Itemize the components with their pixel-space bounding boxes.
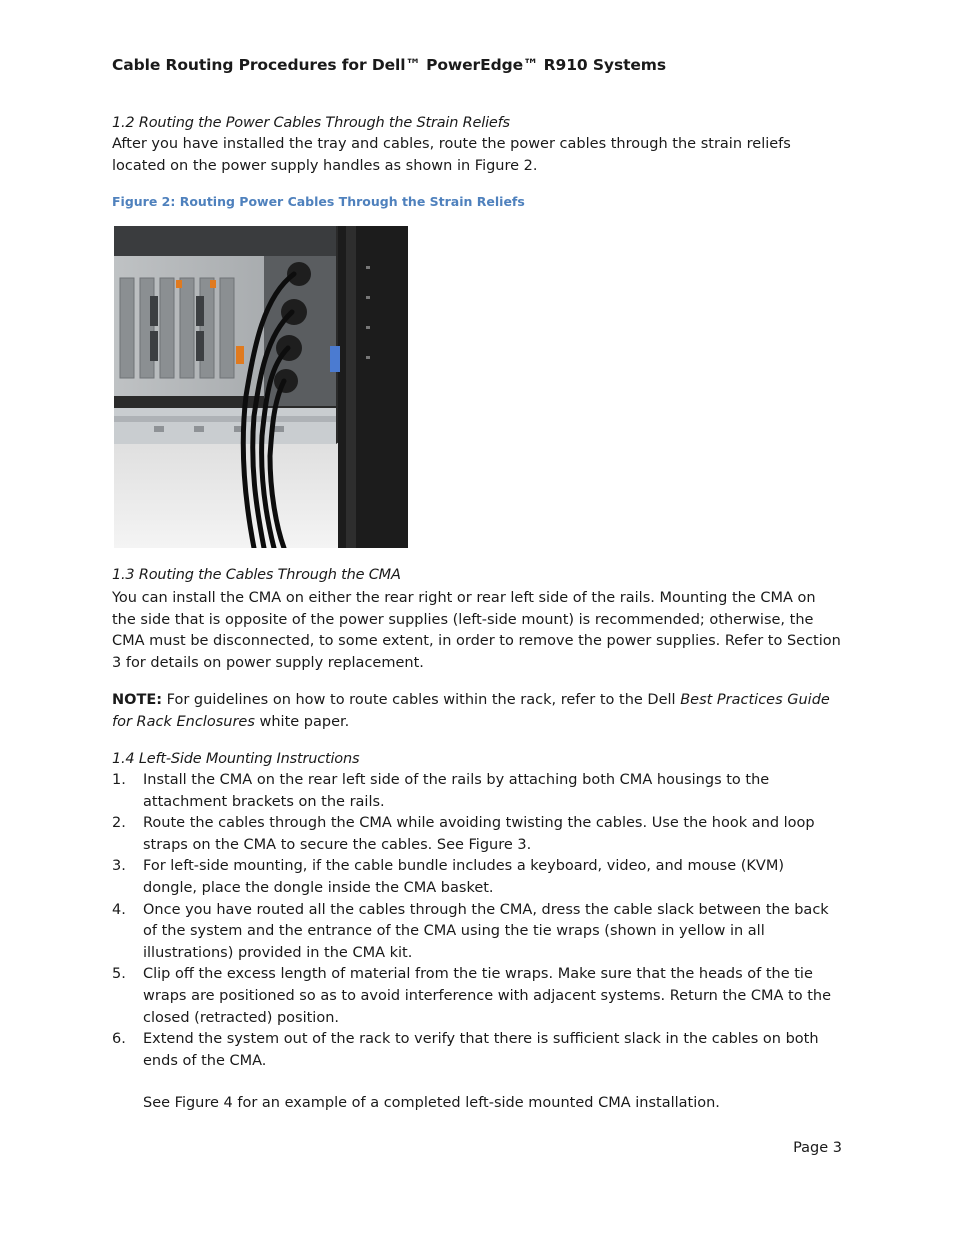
step-number: 2. — [112, 815, 126, 832]
step-number: 4. — [112, 901, 126, 918]
note-paragraph — [112, 690, 842, 733]
figure-2-caption: Figure 2: Routing Power Cables Through the Strain Reliefs — [112, 194, 525, 209]
section-heading-1-4: 1.4 Left-Side Mounting Instructions — [112, 751, 360, 767]
section-heading-1-3: 1.3 Routing the Cables Through the CMA — [112, 567, 401, 583]
section-1-3-body: You can install the CMA on either the rear right or rear left side of the rails. Mounting the CMA on the side that is opposite of the power supplies (left-side mount) is recommended; otherwise, the CMA must be disconnected, to some extent, in order to remove the power supplies. Refer to Section 3 for details on power supply replacement. — [112, 590, 841, 671]
list-item — [112, 900, 842, 965]
document-title: Cable Routing Procedures for Dell™ PowerEdge™ R910 Systems — [112, 56, 666, 74]
page-number: Page 3 — [793, 1140, 842, 1156]
step-text: Route the cables through the CMA while avoiding twisting the cables. Use the hook and loop straps on the CMA to secure the cables. See Figure 3. — [143, 815, 815, 853]
list-item — [112, 856, 842, 899]
figure-4-reference: See Figure 4 for an example of a completed left-side mounted CMA installation. — [143, 1095, 720, 1111]
figure-2-photo — [114, 226, 408, 548]
step-text: Once you have routed all the cables through the CMA, dress the cable slack between the back of the system and the entrance of the CMA using the tie wraps (shown in yellow in all illustrations) provided in the CMA kit. — [143, 901, 829, 961]
list-item — [112, 964, 842, 1029]
note-text-before: For guidelines on how to route cables within the rack, refer to the Dell — [162, 692, 681, 708]
step-number: 6. — [112, 1031, 126, 1048]
note-label: NOTE: — [112, 692, 163, 708]
note-doc-title: Best Practices Guide for Rack Enclosures — [112, 692, 830, 730]
section-1-2-body: After you have installed the tray and cables, route the power cables through the strain reliefs located on the power supply handles as shown in Figure 2. — [112, 136, 791, 174]
section-heading-1-2: 1.2 Routing the Power Cables Through the Strain Reliefs — [112, 115, 510, 131]
list-item — [112, 770, 842, 813]
step-number: 1. — [112, 772, 126, 788]
note-text-after: white paper. — [254, 713, 350, 730]
step-text: Extend the system out of the rack to verify that there is sufficient slack in the cables on both ends of the CMA. — [143, 1031, 819, 1069]
step-number: 5. — [112, 966, 126, 983]
list-item — [112, 1029, 842, 1072]
mounting-steps-list — [112, 770, 842, 1072]
step-number: 3. — [112, 858, 126, 875]
step-text: Clip off the excess length of material from the tie wraps. Make sure that the heads of the tie wraps are positioned so as to avoid interference with adjacent systems. Return the CMA to the closed (retracted) position. — [143, 966, 831, 1026]
step-text: Install the CMA on the rear left side of the rails by attaching both CMA housings to the attachment brackets on the rails. — [143, 772, 770, 810]
step-text: For left-side mounting, if the cable bundle includes a keyboard, video, and mouse (KVM) dongle, place the dongle inside the CMA basket. — [143, 858, 785, 896]
list-item — [112, 813, 842, 856]
